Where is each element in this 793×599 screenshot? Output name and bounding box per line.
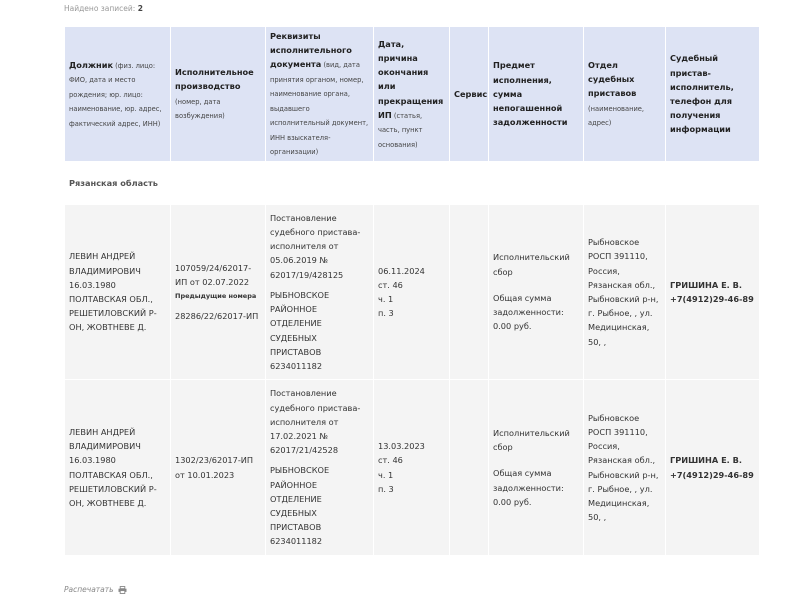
service-cell — [450, 205, 489, 380]
table-row — [65, 380, 760, 556]
bailiff-cell — [666, 205, 760, 380]
print-label: Распечатать — [64, 585, 114, 594]
end-cell — [374, 205, 450, 380]
document-cell — [266, 205, 374, 380]
document-cell — [266, 380, 374, 556]
bailiff-phone: +7(4912)29-46-89 — [670, 294, 754, 304]
end-part: ч. 1 — [378, 469, 394, 480]
table-row — [65, 205, 760, 380]
proceeding-cell — [171, 205, 266, 380]
header-end-date: Дата, причина окончания или прекращения ИП (статья, часть, пункт основания) — [374, 27, 450, 162]
header-subject: Предмет исполнения, сумма непогашенной задолженности — [489, 27, 584, 162]
debtor-cell: ЛЕВИН АНДРЕЙ ВЛАДИМИРОВИЧ 16.03.1980 ПОЛТАВСКАЯ ОБЛ., РЕШЕТИЛОВСКИЙ Р-ОН, ЖОВТНЕВЕ Д. — [65, 205, 171, 380]
proceeding-number: 1302/23/62017-ИП от 10.01.2023 — [175, 455, 254, 480]
end-date: 06.11.2024 — [378, 265, 425, 276]
bailiff-cell — [666, 380, 760, 556]
document-details: Постановление судебного пристава-исполнителя от 17.02.2021 № 62017/21/42528 — [270, 388, 361, 456]
previous-number: 28286/22/62017-ИП — [175, 311, 259, 322]
end-point: п. 3 — [378, 308, 394, 319]
records-found-label: Найдено записей: — [64, 4, 136, 13]
subject-cell — [489, 205, 584, 380]
end-date: 13.03.2023 — [378, 441, 425, 452]
region-row — [65, 162, 760, 205]
debt-text: Общая сумма задолженности: 0.00 руб. — [493, 468, 564, 507]
bailiff-phone: +7(4912)29-46-89 — [670, 469, 754, 480]
end-point: п. 3 — [378, 483, 394, 494]
records-found-count: 2 — [137, 4, 143, 13]
proceeding-cell — [171, 380, 266, 556]
end-article: ст. 46 — [378, 455, 403, 466]
region-name: Рязанская область — [65, 162, 760, 205]
header-department: Отдел судебных приставов (наименование, адрес) — [584, 27, 666, 162]
end-cell — [374, 380, 450, 556]
header-service: Сервис — [450, 27, 489, 162]
header-bailiff: Судебный пристав-исполнитель, телефон для получения информации — [666, 27, 760, 162]
debtor-cell: ЛЕВИН АНДРЕЙ ВЛАДИМИРОВИЧ 16.03.1980 ПОЛТАВСКАЯ ОБЛ., РЕШЕТИЛОВСКИЙ Р-ОН, ЖОВТНЕВЕ Д. — [65, 380, 171, 556]
service-cell — [450, 380, 489, 556]
department-cell: Рыбновское РОСП 391110, Россия, Рязанская обл., Рыбновский р-н, г. Рыбное, , ул. Медицинская, 50, , — [584, 205, 666, 380]
bailiff-name: ГРИШИНА Е. В. — [670, 455, 742, 466]
end-article: ст. 46 — [378, 279, 403, 290]
department-cell: Рыбновское РОСП 391110, Россия, Рязанская обл., Рыбновский р-н, г. Рыбное, , ул. Медицинская, 50, , — [584, 380, 666, 556]
bailiff-name: ГРИШИНА Е. В. — [670, 279, 742, 290]
table-header-row — [65, 27, 760, 162]
document-org: РЫБНОВСКОЕ РАЙОННОЕ ОТДЕЛЕНИЕ СУДЕБНЫХ ПРИСТАВОВ 6234011182 — [270, 465, 330, 547]
document-details: Постановление судебного пристава-исполнителя от 05.06.2019 № 62017/19/428125 — [270, 212, 361, 280]
header-proceeding: Исполнительное производство (номер, дата возбуждения) — [171, 27, 266, 162]
proceeding-number: 107059/24/62017-ИП от 02.07.2022 — [175, 262, 252, 287]
print-link[interactable] — [64, 585, 127, 594]
records-found — [64, 4, 143, 13]
printer-icon — [118, 586, 127, 594]
results-table — [64, 26, 760, 556]
subject-text: Исполнительский сбор — [493, 252, 570, 277]
header-debtor: Должник (физ. лицо: ФИО, дата и место рождения; юр. лицо: наименование, юр. адрес, фактический адрес, ИНН) — [65, 27, 171, 162]
header-document: Реквизиты исполнительного документа (вид, дата принятия органом, номер, наименование органа, выдавшего исполнительный документ, ИНН взыскателя-организации) — [266, 27, 374, 162]
debt-text: Общая сумма задолженности: 0.00 руб. — [493, 292, 564, 332]
document-org: РЫБНОВСКОЕ РАЙОННОЕ ОТДЕЛЕНИЕ СУДЕБНЫХ ПРИСТАВОВ 6234011182 — [270, 289, 330, 371]
end-part: ч. 1 — [378, 294, 394, 304]
subject-cell — [489, 380, 584, 556]
previous-numbers-label: Предыдущие номера — [175, 292, 257, 301]
subject-text: Исполнительский сбор — [493, 427, 570, 453]
